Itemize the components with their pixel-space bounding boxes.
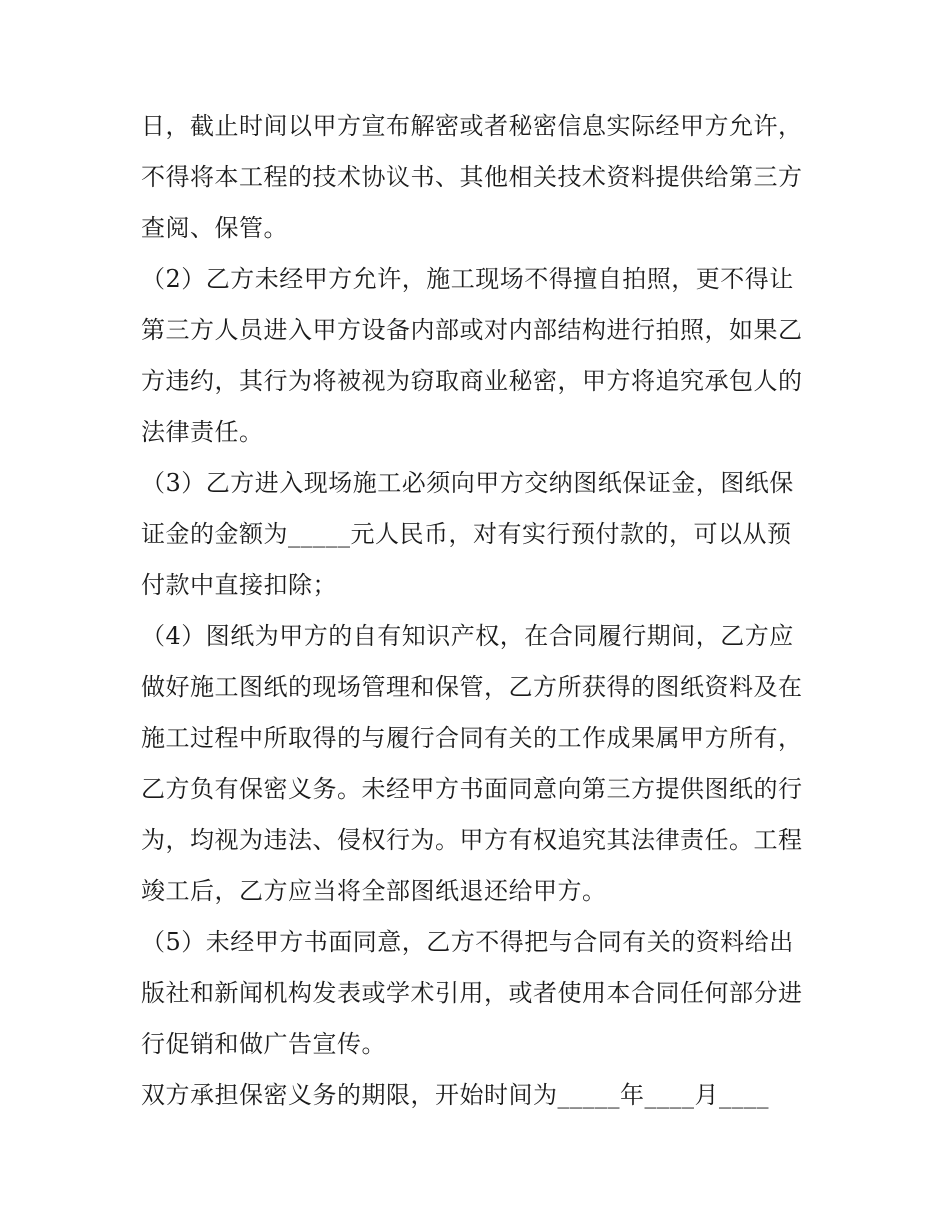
- text-line: 日，截止时间以甲方宣布解密或者秘密信息实际经甲方允许，: [141, 112, 803, 140]
- text-line: 第三方人员进入甲方设备内部或对内部结构进行拍照，如果乙: [141, 316, 803, 344]
- text-line: （4）图纸为甲方的自有知识产权，在合同履行期间，乙方应: [141, 622, 794, 650]
- text-line: 施工过程中所取得的与履行合同有关的工作成果属甲方所有，: [141, 724, 803, 752]
- text-line: 行促销和做广告宣传。: [141, 1030, 386, 1058]
- text-line: （3）乙方进入现场施工必须向甲方交纳图纸保证金，图纸保: [141, 469, 794, 497]
- text-line: 为，均视为违法、侵权行为。甲方有权追究其法律责任。工程: [141, 826, 803, 854]
- text-line: 竣工后，乙方应当将全部图纸退还给甲方。: [141, 877, 607, 905]
- text-line: 乙方负有保密义务。未经甲方书面同意向第三方提供图纸的行: [141, 775, 803, 803]
- text-line: 查阅、保管。: [141, 214, 288, 242]
- text-line: 双方承担保密义务的期限，开始时间为_____年____月____: [141, 1081, 769, 1109]
- text-line: （5）未经甲方书面同意，乙方不得把与合同有关的资料给出: [141, 928, 794, 956]
- text-line: （2）乙方未经甲方允许，施工现场不得擅自拍照，更不得让: [141, 265, 794, 293]
- text-line: 法律责任。: [141, 418, 264, 446]
- text-line: 版社和新闻机构发表或学术引用，或者使用本合同任何部分进: [141, 979, 803, 1007]
- text-line: 做好施工图纸的现场管理和保管，乙方所获得的图纸资料及在: [141, 673, 803, 701]
- text-line: 方违约，其行为将被视为窃取商业秘密，甲方将追究承包人的: [141, 367, 803, 395]
- text-line: 付款中直接扣除；: [141, 571, 337, 599]
- text-line: 不得将本工程的技术协议书、其他相关技术资料提供给第三方: [141, 163, 803, 191]
- text-line: 证金的金额为_____元人民币，对有实行预付款的，可以从预: [141, 520, 792, 548]
